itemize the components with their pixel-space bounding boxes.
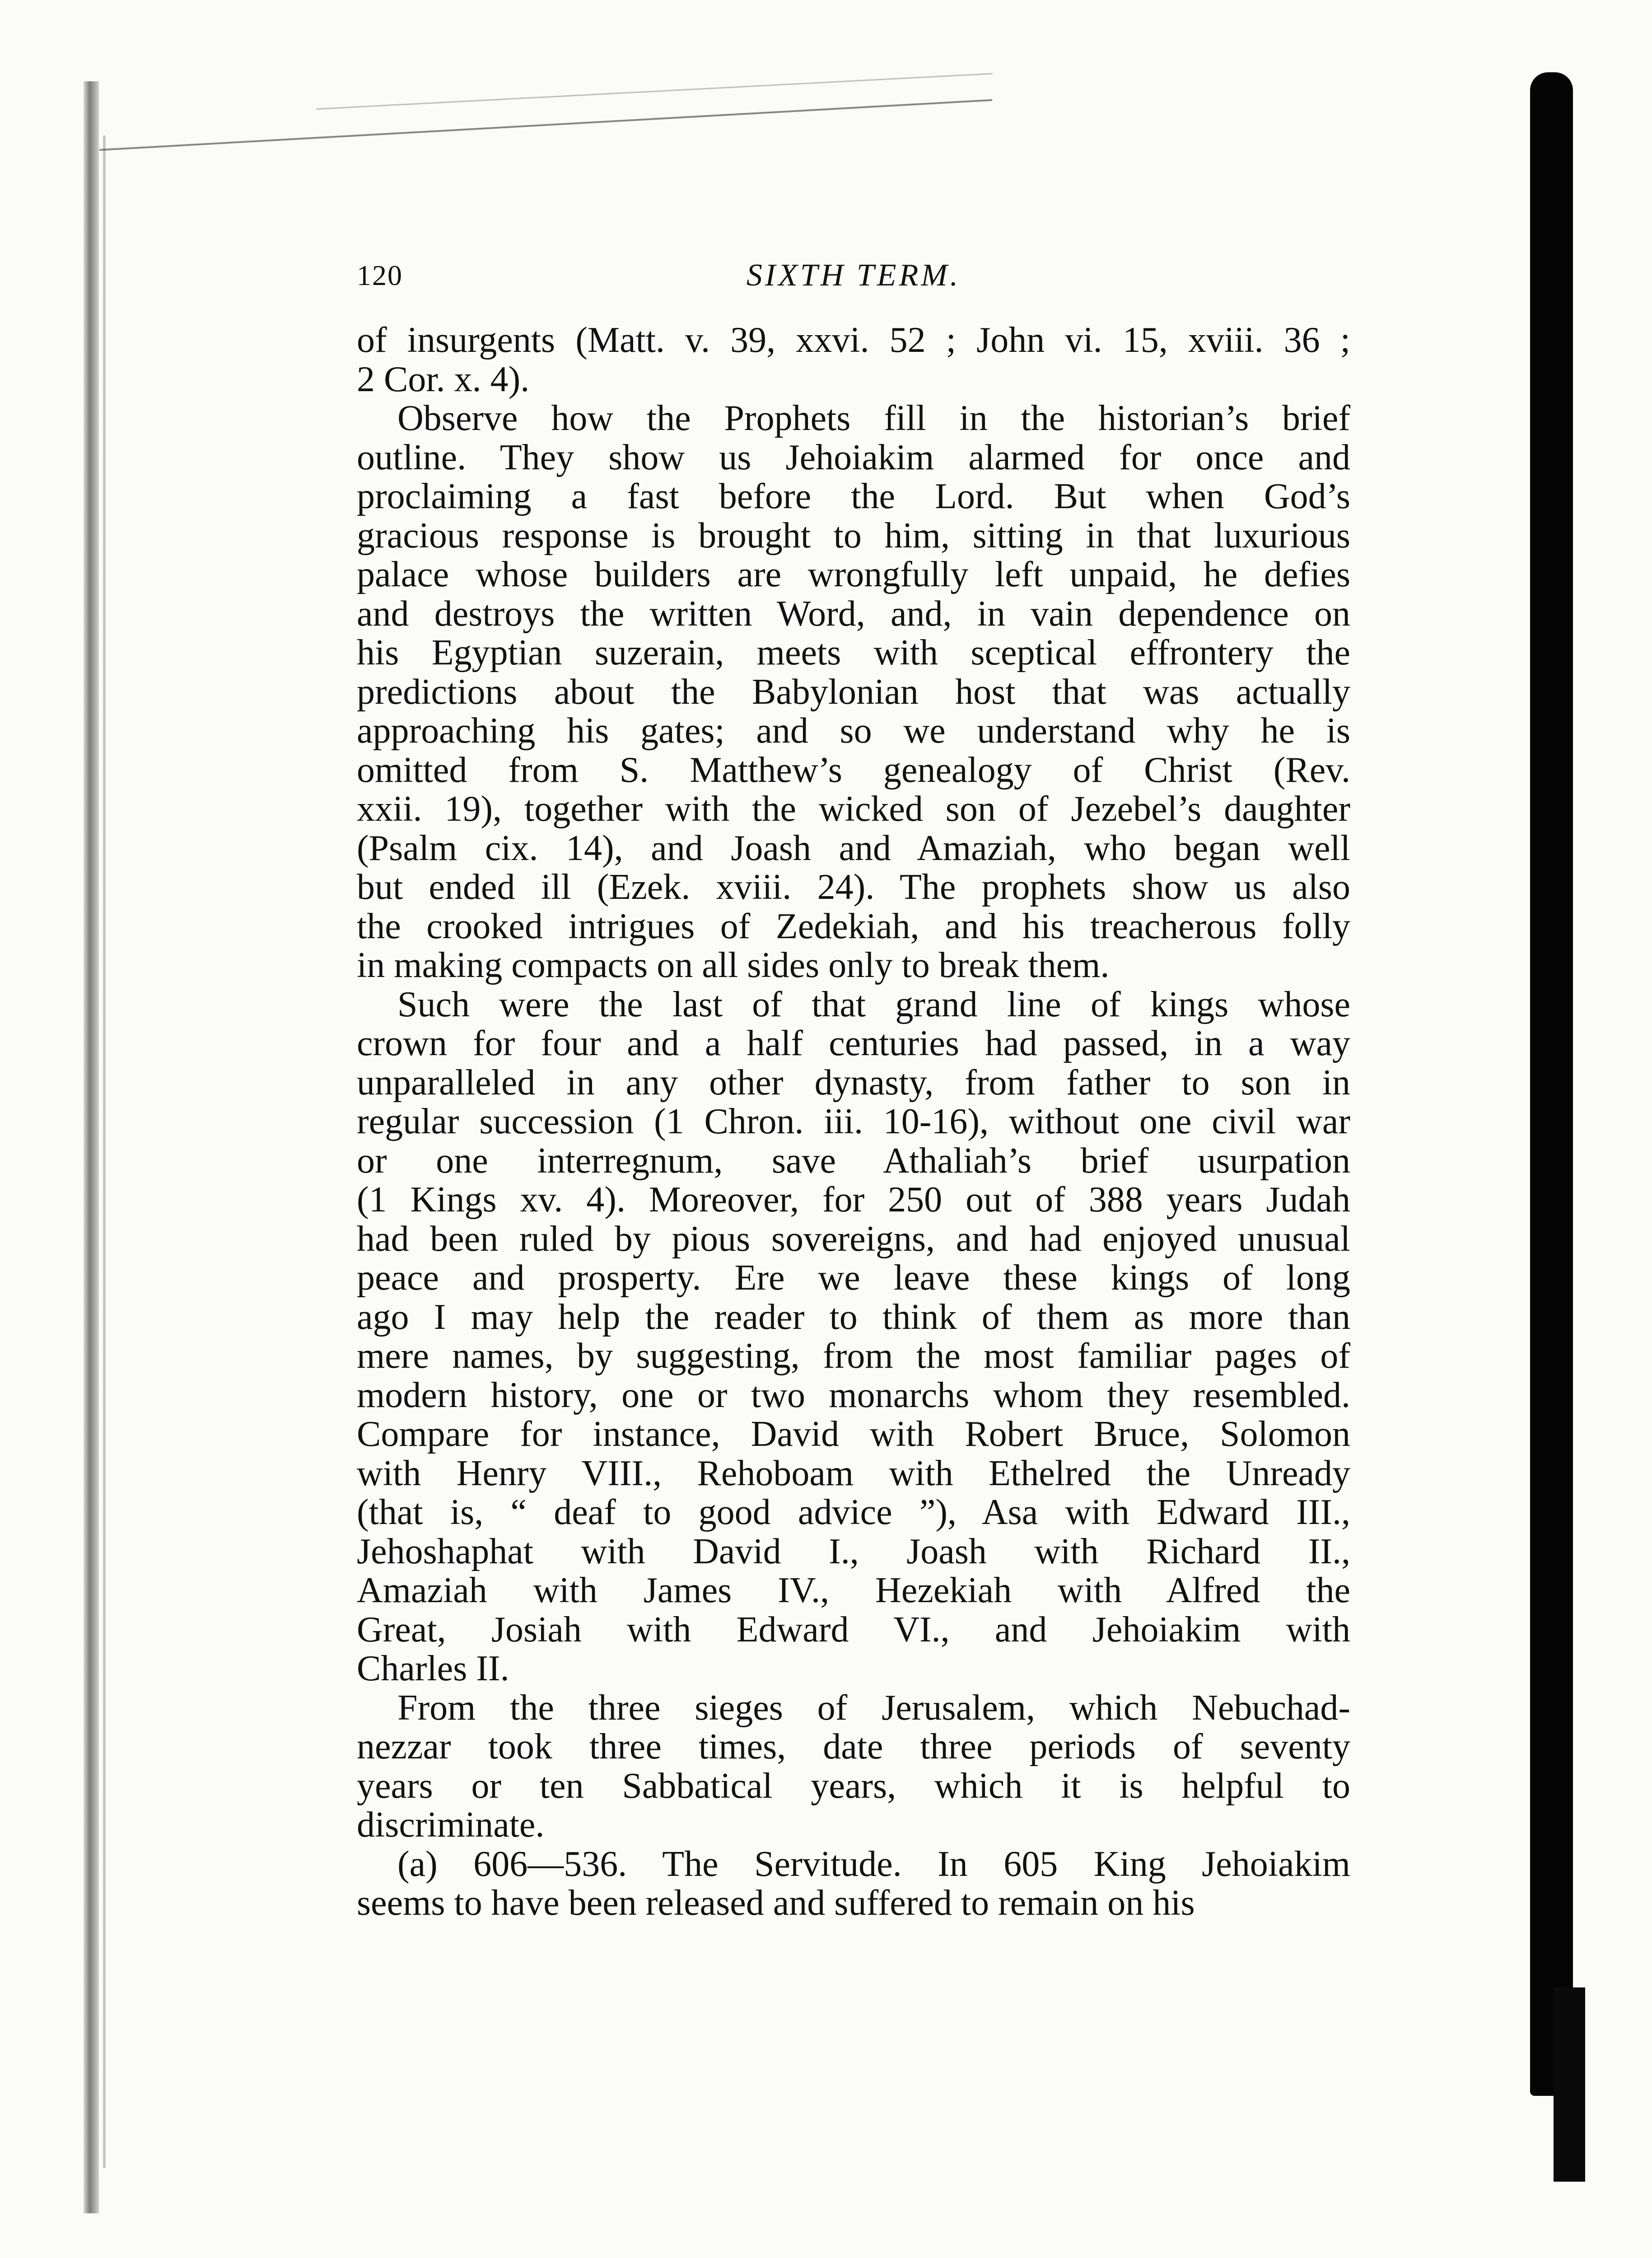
text-line: palace whose builders are wrongfully left unpaid, he defies bbox=[357, 555, 1350, 594]
text-line: nezzar took three times, date three periods of seventy bbox=[357, 1727, 1350, 1767]
text-line: modern history, one or two monarchs whom they resembled. bbox=[357, 1375, 1350, 1415]
text-line: proclaiming a fast before the Lord. But when God’s bbox=[357, 477, 1350, 516]
text-line: omitted from S. Matthew’s genealogy of Christ (Rev. bbox=[357, 750, 1350, 790]
paragraph bbox=[357, 321, 1350, 399]
text-line: crown for four and a half centuries had passed, in a way bbox=[357, 1024, 1350, 1063]
page-number: 120 bbox=[357, 259, 403, 291]
paragraph bbox=[357, 399, 1350, 985]
scan-top-rule-faint bbox=[316, 73, 993, 109]
text-line: approaching his gates; and so we understand why he is bbox=[357, 711, 1350, 751]
scan-right-edge-shadow bbox=[1530, 72, 1573, 2096]
text-line: predictions about the Babylonian host that was actually bbox=[357, 672, 1350, 712]
text-line: with Henry VIII., Rehoboam with Ethelred the Unready bbox=[357, 1453, 1350, 1493]
paragraph bbox=[357, 985, 1350, 1688]
text-line: mere names, by suggesting, from the most familiar pages of bbox=[357, 1336, 1350, 1376]
text-line: Charles II. bbox=[357, 1649, 509, 1688]
text-line: had been ruled by pious sovereigns, and had enjoyed unusual bbox=[357, 1219, 1350, 1259]
text-line: Jehoshaphat with David I., Joash with Richard II., bbox=[357, 1531, 1350, 1571]
text-line: seems to have been released and suffered to remain on his bbox=[357, 1883, 1195, 1923]
text-line: Observe how the Prophets fill in the historian’s brief bbox=[397, 398, 1350, 438]
text-line: (a) 606—536. The Servitude. In 605 King Jehoiakim bbox=[397, 1844, 1350, 1884]
page-header bbox=[357, 253, 1350, 303]
text-line: Such were the last of that grand line of kings whose bbox=[397, 984, 1350, 1024]
text-line: ago I may help the reader to think of them as more than bbox=[357, 1297, 1350, 1337]
paragraph bbox=[357, 1845, 1350, 1923]
text-line: in making compacts on all sides only to break them. bbox=[357, 945, 1110, 985]
text-line: discriminate. bbox=[357, 1805, 545, 1845]
text-line: 2 Cor. x. 4). bbox=[357, 359, 530, 399]
paragraph bbox=[357, 1688, 1350, 1845]
text-line: xxii. 19), together with the wicked son of Jezebel’s daughter bbox=[357, 789, 1350, 829]
text-line: gracious response is brought to him, sitting in that luxurious bbox=[357, 515, 1350, 556]
scan-top-rule bbox=[99, 99, 992, 151]
text-line: years or ten Sabbatical years, which it is helpful to bbox=[357, 1766, 1350, 1806]
text-line: his Egyptian suzerain, meets with sceptical effrontery the bbox=[357, 633, 1350, 673]
text-line: From the three sieges of Jerusalem, which Nebuchad- bbox=[397, 1688, 1350, 1728]
text-line: regular succession (1 Chron. iii. 10-16), without one civil war bbox=[357, 1102, 1350, 1141]
text-line: the crooked intrigues of Zedekiah, and his treacherous folly bbox=[357, 906, 1350, 946]
text-line: peace and prosperty. Ere we leave these kings of long bbox=[357, 1258, 1350, 1298]
text-line: (that is, “ deaf to good advice ”), Asa with Edward III., bbox=[357, 1492, 1350, 1532]
text-line: (1 Kings xv. 4). Moreover, for 250 out of 388 years Judah bbox=[357, 1180, 1350, 1220]
body-text bbox=[357, 321, 1350, 1923]
text-line: Amaziah with James IV., Hezekiah with Alfred the bbox=[357, 1571, 1350, 1610]
scan-left-edge-line bbox=[103, 136, 106, 2168]
text-line: but ended ill (Ezek. xviii. 24). The prophets show us also bbox=[357, 867, 1350, 907]
text-line: of insurgents (Matt. v. 39, xxvi. 52 ; John vi. 15, xviii. 36 ; bbox=[357, 320, 1350, 360]
running-title: SIXTH TERM. bbox=[746, 258, 961, 293]
text-line: Great, Josiah with Edward VI., and Jehoiakim with bbox=[357, 1609, 1350, 1650]
text-line: or one interregnum, save Athaliah’s brief usurpation bbox=[357, 1141, 1350, 1181]
text-line: Compare for instance, David with Robert Bruce, Solomon bbox=[357, 1414, 1350, 1454]
scan-right-edge-shadow-lower bbox=[1554, 1987, 1585, 2182]
text-line: (Psalm cix. 14), and Joash and Amaziah, who began well bbox=[357, 828, 1350, 868]
text-line: unparalleled in any other dynasty, from father to son in bbox=[357, 1062, 1350, 1103]
text-line: and destroys the written Word, and, in vain dependence on bbox=[357, 594, 1350, 634]
scan-left-edge-shadow bbox=[84, 81, 99, 2213]
text-line: outline. They show us Jehoiakim alarmed for once and bbox=[357, 437, 1350, 477]
